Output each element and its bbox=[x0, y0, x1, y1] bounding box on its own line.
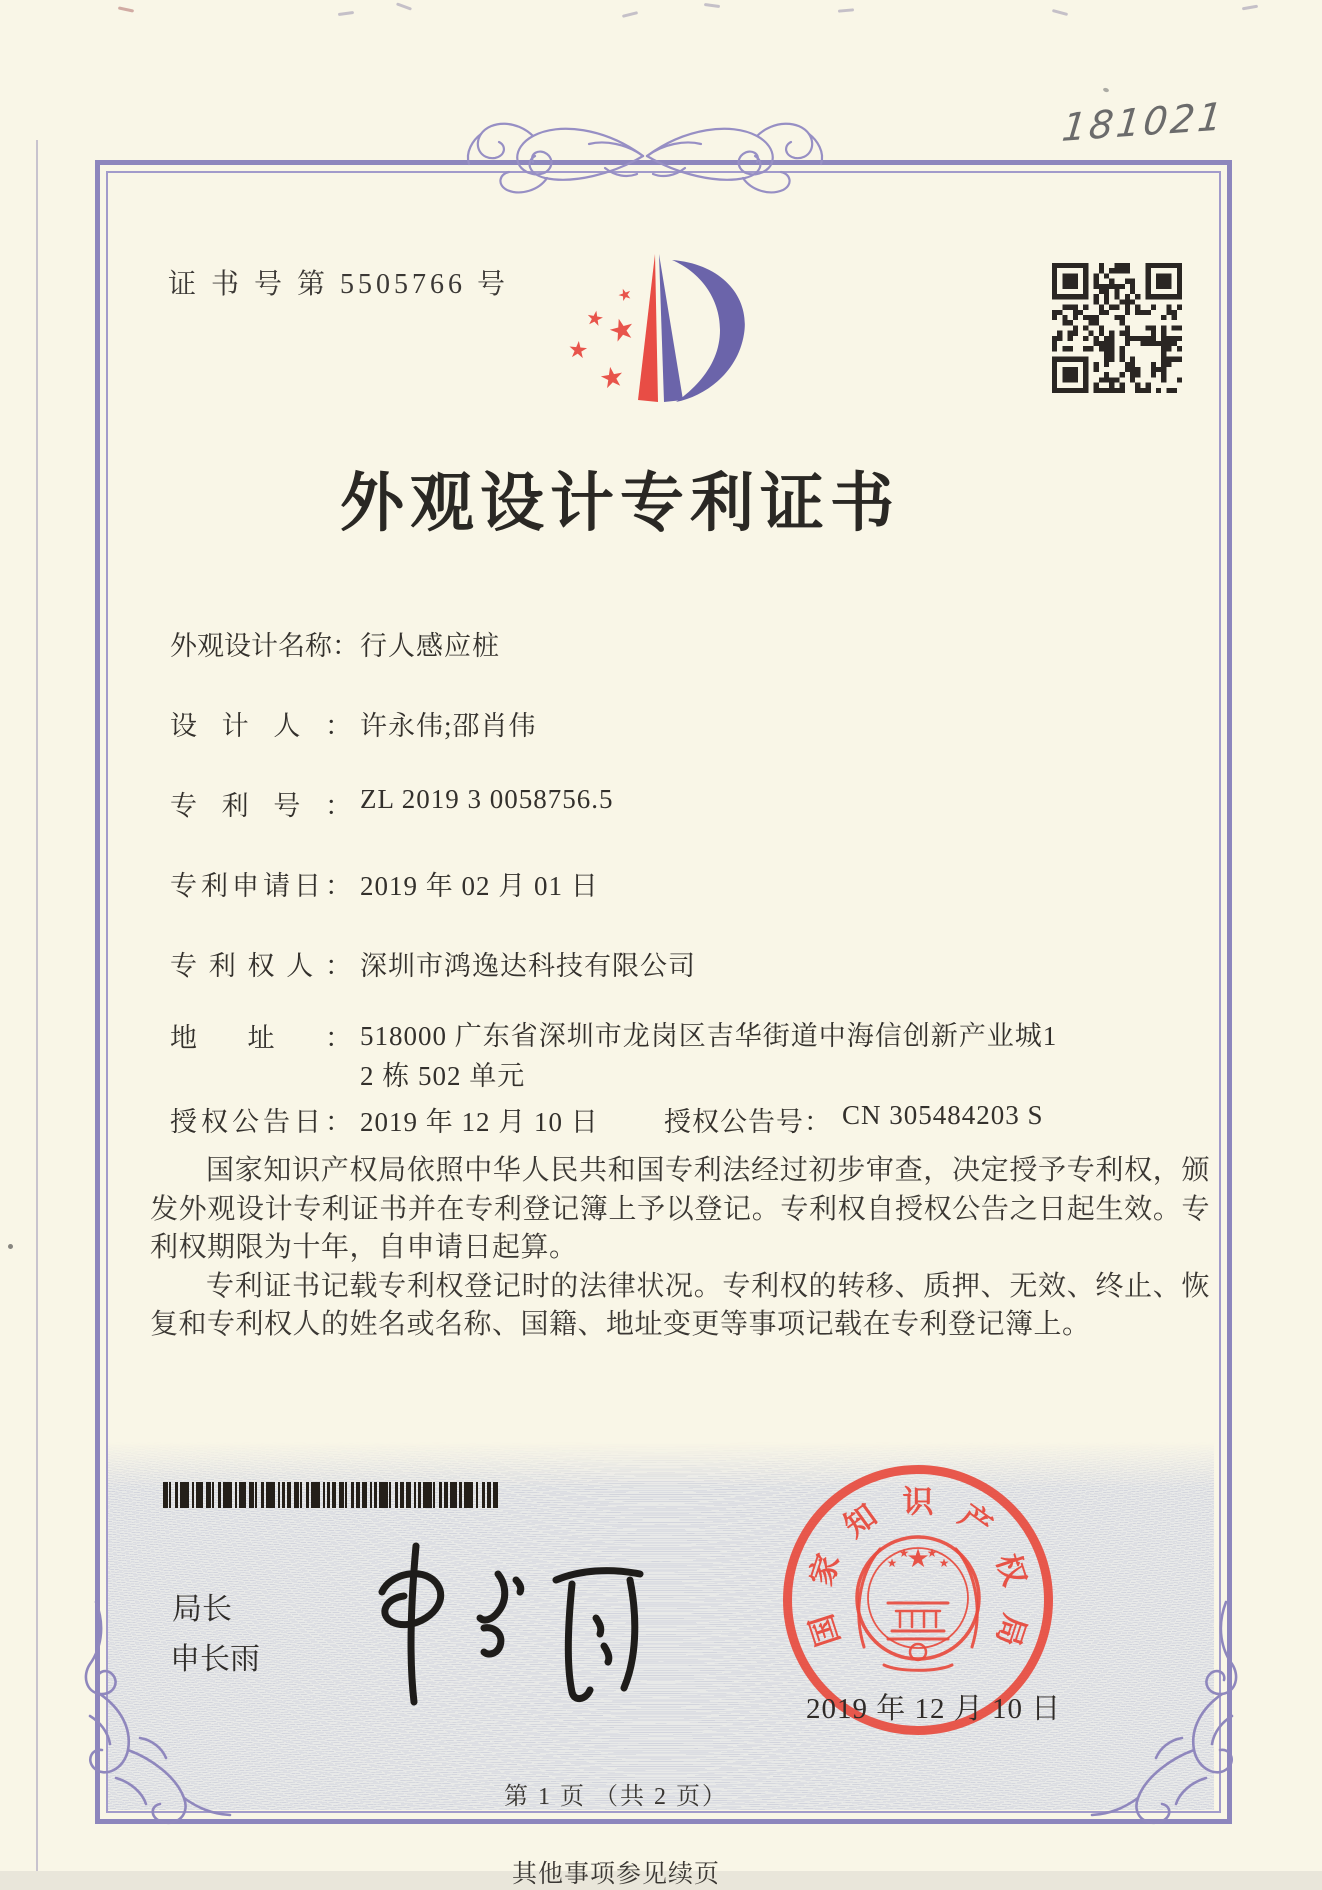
seal-character: 局 bbox=[989, 1610, 1033, 1651]
barcode-bar bbox=[414, 1482, 416, 1508]
field-design-name bbox=[170, 624, 500, 663]
field-label: 设计人： bbox=[170, 711, 352, 741]
legal-paragraph-1: 国家知识产权局依照中华人民共和国专利法经过初步审查，决定授予专利权，颁发外观设计专利证书并在专利登记簿上予以登记。专利权自授权公告之日起生效。专利权期限为十年，自申请日起算。 bbox=[150, 1155, 1210, 1263]
seal-character: 家 bbox=[803, 1549, 847, 1590]
barcode-bar bbox=[439, 1482, 442, 1508]
field-patentee bbox=[170, 944, 696, 983]
logo-spire-and-p-icon bbox=[628, 250, 772, 412]
field-label: 授权公告日： bbox=[170, 1107, 352, 1137]
barcode-bar bbox=[287, 1482, 291, 1508]
logo-star-icon: ★ bbox=[614, 283, 635, 306]
field-value: 行人感应桩 bbox=[360, 631, 500, 661]
certificate-border-inner-line bbox=[106, 171, 1221, 1813]
svg-text:★: ★ bbox=[926, 1546, 938, 1560]
barcode-bar bbox=[345, 1482, 347, 1508]
barcode-bar bbox=[300, 1482, 302, 1508]
barcode bbox=[163, 1482, 499, 1508]
qr-code bbox=[1052, 263, 1182, 393]
certificate-number: 证 书 号 第 5505766 号 bbox=[168, 269, 510, 300]
barcode-bar bbox=[242, 1482, 246, 1508]
barcode-bar bbox=[356, 1482, 360, 1508]
barcode-bar bbox=[395, 1482, 398, 1508]
barcode-bar bbox=[444, 1482, 448, 1508]
commissioner-name: 申长雨 bbox=[170, 1643, 260, 1676]
field-label: 地址： bbox=[170, 1023, 352, 1053]
barcode-bar bbox=[418, 1482, 421, 1508]
barcode-bar bbox=[323, 1482, 325, 1508]
certificate-title: 外观设计专利证书 bbox=[340, 468, 900, 539]
grant-number-label: 授权公告号： bbox=[664, 1107, 832, 1137]
barcode-bar bbox=[455, 1482, 457, 1508]
barcode-bar bbox=[482, 1482, 485, 1508]
barcode-bar bbox=[468, 1482, 473, 1508]
barcode-bar bbox=[370, 1482, 372, 1508]
seal-character: 知 bbox=[837, 1497, 884, 1544]
field-label: 专利申请日： bbox=[170, 871, 352, 901]
legal-text-block bbox=[150, 1152, 1210, 1345]
barcode-bar bbox=[332, 1482, 336, 1508]
barcode-bar bbox=[389, 1482, 391, 1508]
seal-date: 2019 年 12 月 10 日 bbox=[806, 1693, 1062, 1725]
field-filing-date bbox=[170, 864, 599, 903]
barcode-bar bbox=[459, 1482, 462, 1508]
barcode-bar bbox=[400, 1482, 404, 1508]
svg-text:★: ★ bbox=[906, 1544, 930, 1574]
barcode-bar bbox=[218, 1482, 221, 1508]
barcode-bar bbox=[235, 1482, 237, 1508]
pen-dot bbox=[1102, 87, 1109, 93]
svg-text:★: ★ bbox=[938, 1556, 950, 1570]
seal-character: 识 bbox=[902, 1484, 934, 1520]
field-value bbox=[360, 1016, 1057, 1096]
barcode-bar bbox=[487, 1482, 491, 1508]
clipped-bottom-note: 其他事项参见续页 bbox=[511, 1861, 720, 1888]
scan-page-edge bbox=[36, 140, 38, 1871]
barcode-bar bbox=[315, 1482, 320, 1508]
field-grant-row bbox=[170, 1100, 1044, 1139]
barcode-bar bbox=[339, 1482, 344, 1508]
field-label: 专利号： bbox=[170, 791, 352, 821]
barcode-bar bbox=[255, 1482, 257, 1508]
field-label: 专利权人： bbox=[170, 951, 352, 981]
barcode-bar bbox=[282, 1482, 285, 1508]
barcode-bar bbox=[476, 1482, 478, 1508]
barcode-bar bbox=[383, 1482, 388, 1508]
barcode-bar bbox=[493, 1482, 498, 1508]
seal-character: 产 bbox=[952, 1497, 999, 1544]
barcode-bar bbox=[261, 1482, 264, 1508]
seal-national-emblem-icon bbox=[852, 1519, 984, 1677]
commissioner-title: 局长 bbox=[172, 1593, 232, 1626]
field-value: ZL 2019 3 0058756.5 bbox=[360, 784, 614, 814]
barcode-bar bbox=[427, 1482, 432, 1508]
logo-star-icon: ★ bbox=[596, 359, 628, 396]
logo-star-icon: ★ bbox=[584, 304, 606, 332]
barcode-bar bbox=[249, 1482, 254, 1508]
barcode-bar bbox=[192, 1482, 194, 1508]
qr-code-image bbox=[1052, 263, 1182, 393]
barcode-bar bbox=[294, 1482, 299, 1508]
page-number: 第 1 页 （共 2 页） bbox=[504, 1784, 728, 1810]
field-designer bbox=[170, 704, 537, 743]
svg-text:★: ★ bbox=[898, 1546, 910, 1560]
field-label: 外观设计名称： bbox=[170, 631, 359, 661]
barcode-bar bbox=[306, 1482, 309, 1508]
barcode-bar bbox=[374, 1482, 377, 1508]
handwritten-signature bbox=[348, 1540, 658, 1710]
barcode-bar bbox=[212, 1482, 214, 1508]
barcode-bar bbox=[351, 1482, 354, 1508]
field-value: 许永伟;邵肖伟 bbox=[360, 711, 537, 741]
svg-text:★: ★ bbox=[886, 1556, 898, 1570]
logo-star-icon: ★ bbox=[604, 310, 640, 351]
handwritten-number: 181021 bbox=[1059, 94, 1228, 150]
barcode-bar bbox=[433, 1482, 435, 1508]
barcode-bar bbox=[406, 1482, 411, 1508]
barcode-bar bbox=[163, 1482, 168, 1508]
seal-character: 国 bbox=[803, 1610, 847, 1651]
grant-date-value: 2019 年 12 月 10 日 bbox=[360, 1107, 599, 1137]
logo-star-icon: ★ bbox=[566, 336, 590, 365]
barcode-bar bbox=[175, 1482, 178, 1508]
legal-paragraph-2: 专利证书记载专利权登记时的法律状况。专利权的转移、质押、无效、终止、恢复和专利权人的姓名或名称、国籍、地址变更等事项记载在专利登记簿上。 bbox=[150, 1270, 1210, 1340]
address-line-2: 2 栋 502 单元 bbox=[360, 1061, 526, 1091]
barcode-bar bbox=[278, 1482, 280, 1508]
barcode-bar bbox=[327, 1482, 330, 1508]
cnipa-logo bbox=[550, 246, 772, 416]
barcode-bar bbox=[184, 1482, 189, 1508]
field-patent-number bbox=[170, 784, 613, 823]
seal-character: 权 bbox=[989, 1549, 1033, 1590]
grant-number-value: CN 305484203 S bbox=[842, 1100, 1044, 1130]
barcode-bar bbox=[362, 1482, 367, 1508]
field-value: 深圳市鸿逸达科技有限公司 bbox=[360, 951, 696, 981]
address-line-1: 518000 广东省深圳市龙岗区吉华街道中海信创新产业城1 bbox=[360, 1021, 1058, 1051]
barcode-bar bbox=[169, 1482, 171, 1508]
barcode-bar bbox=[199, 1482, 203, 1508]
field-value: 2019 年 02 月 01 日 bbox=[360, 871, 599, 901]
top-border-flourish-ornament bbox=[455, 110, 835, 202]
barcode-bar bbox=[206, 1482, 211, 1508]
field-address bbox=[170, 1016, 1057, 1096]
barcode-bar bbox=[270, 1482, 275, 1508]
ink-speck bbox=[8, 1244, 13, 1249]
barcode-bar bbox=[227, 1482, 232, 1508]
